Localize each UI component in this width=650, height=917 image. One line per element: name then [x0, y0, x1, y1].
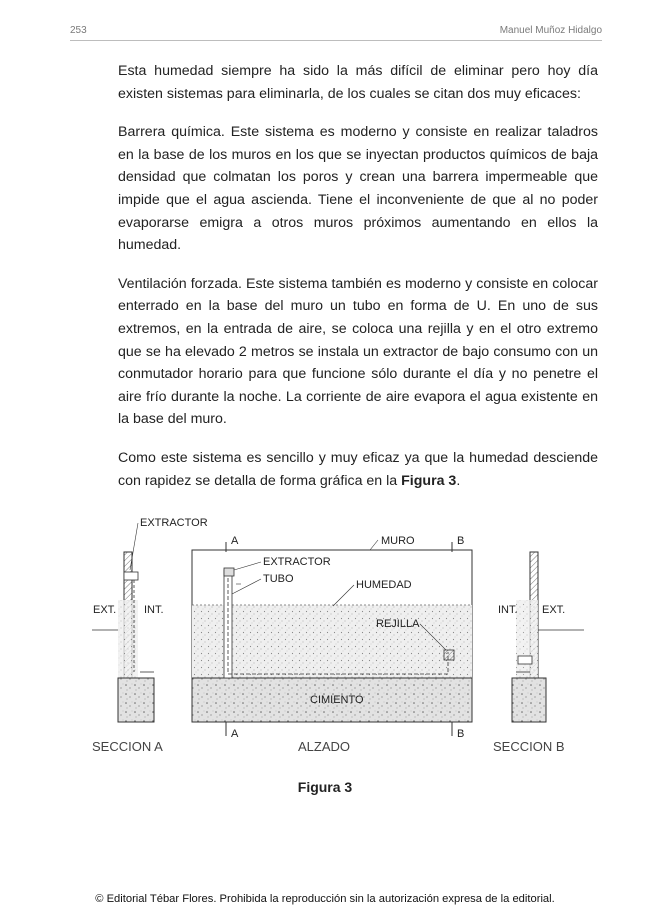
- section-a-drawing: [92, 552, 154, 722]
- label-muro: MURO: [381, 535, 415, 547]
- label-b-bottom: B: [457, 728, 465, 740]
- paragraph-forced-ventilation: Ventilación forzada. Este sistema también es moderno y consiste en colocar enterrado en la base del muro un tubo en forma de U. En uno de sus extremos, en la entrada de aire, se coloca una rejilla y en el otro extremo que se ha elevado 2 metros se instala un extractor de bajo consumo con un conmutador horario para que funcione sólo durante el día y no penetre el aire frío durante la noche. La corriente de aire evapora el agua existente en la base del muro.: [118, 275, 598, 428]
- label-humedad: HUMEDAD: [356, 579, 412, 591]
- section-b-drawing: [512, 552, 584, 722]
- body-text: [118, 60, 598, 508]
- label-rejilla: REJILLA: [376, 618, 420, 630]
- label-a-top: A: [231, 535, 239, 547]
- paragraph-end: .: [456, 472, 461, 489]
- paragraph-figure-reference: [118, 447, 598, 492]
- label-extractor-top: EXTRACTOR: [140, 517, 208, 529]
- paragraph-text: Como este sistema es sencillo y muy eficaz ya que la humedad desciende con rapidez se detalla de forma gráfica en la: [118, 449, 598, 489]
- label-alzado: ALZADO: [298, 739, 351, 754]
- label-int-left: INT.: [144, 604, 164, 616]
- header-author: Manuel Muñoz Hidalgo: [499, 25, 602, 36]
- label-ext-left: EXT.: [93, 604, 117, 616]
- label-b-top: B: [457, 535, 465, 547]
- label-extractor-mid: EXTRACTOR: [263, 556, 331, 568]
- label-tubo: TUBO: [263, 573, 294, 585]
- figure-3-diagram: [88, 512, 588, 762]
- paragraph-chemical-barrier: Barrera química. Este sistema es moderno y consiste en realizar taladros en la base de los muros en los que se inyectan productos químicos de baja densidad que colmatan los poros y crean una barrera impermeable que impide que el agua ascienda. Tiene el inconveniente de que al no poder evaporarse emigra a otros muros próximos aumentando en ellos la humedad.: [118, 124, 598, 254]
- label-seccion-b: SECCION B: [493, 739, 565, 754]
- label-seccion-a: SECCION A: [92, 739, 163, 754]
- label-ext-right: EXT.: [542, 604, 566, 616]
- figure-reference: Figura 3: [401, 472, 457, 489]
- label-int-right: INT.: [498, 604, 518, 616]
- figure-caption: Figura 3: [297, 779, 353, 795]
- paragraph-intro: Esta humedad siempre ha sido la más difícil de eliminar pero hoy día existen sistemas para eliminarla, de los cuales se citan dos muy eficaces:: [118, 63, 598, 102]
- page-header: [70, 22, 602, 41]
- label-cimiento: CIMIENTO: [310, 694, 364, 706]
- page-number: 253: [70, 25, 87, 36]
- copyright-footer: © Editorial Tébar Flores. Prohibida la reproducción sin la autorización expresa de la editorial.: [95, 893, 555, 905]
- label-a-bottom: A: [231, 728, 239, 740]
